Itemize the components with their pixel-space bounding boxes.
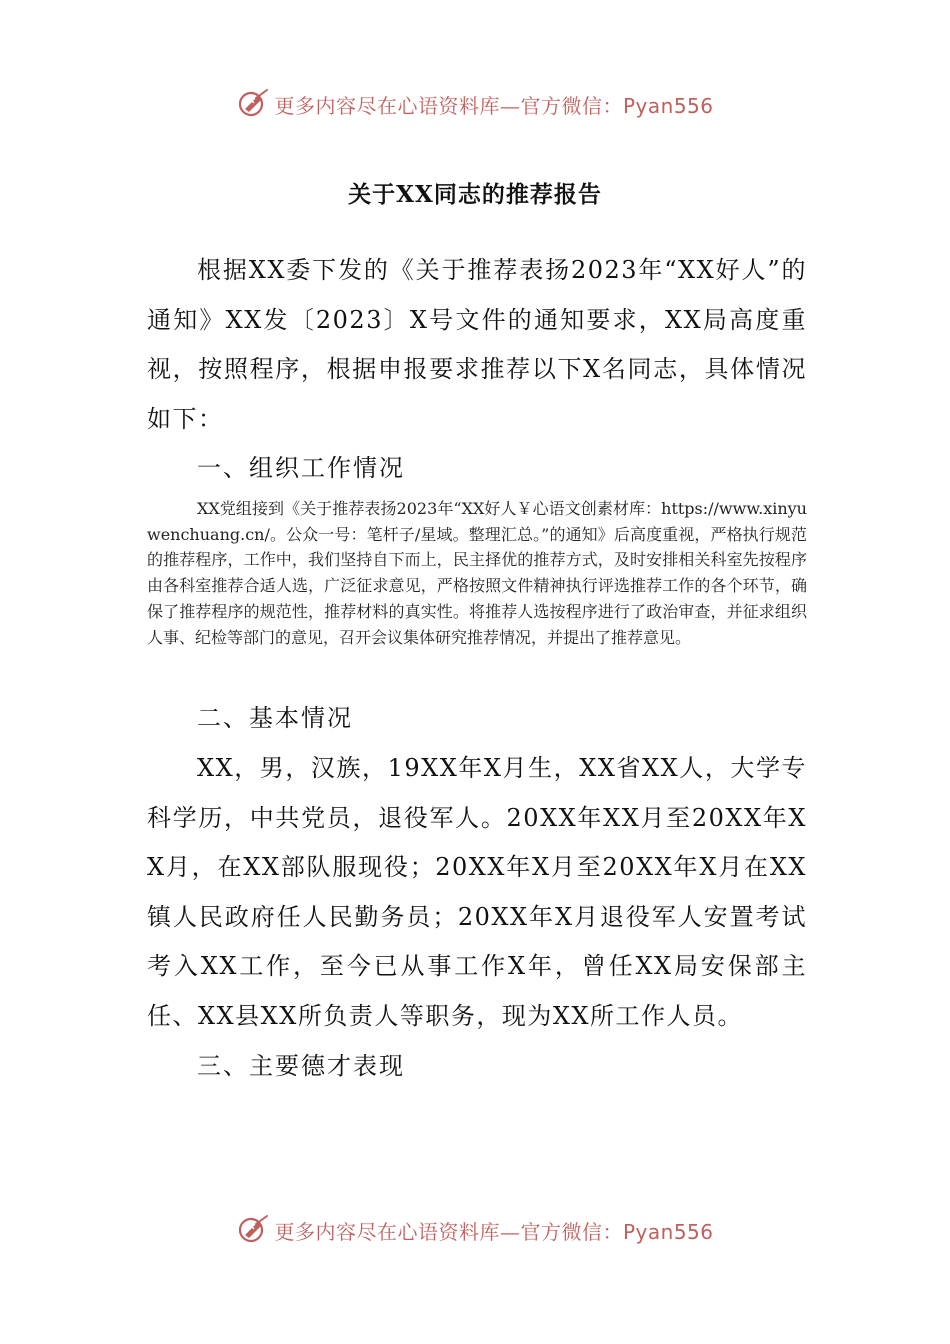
section-1 [147,444,807,493]
section-3 [147,1042,807,1091]
pen-seal-logo-icon [236,87,270,121]
section-1-heading: 一、组织工作情况 [197,454,405,482]
section-2-heading: 二、基本情况 [197,704,353,732]
section-2-body-block [147,744,807,1042]
intro-paragraph: 根据XX委下发的《关于推荐表扬2023年“XX好人”的通知》XX发〔2023〕X号文件的通知要求，XX局高度重视，按照程序，根据申报要求推荐以下X名同志，具体情况如下： [147,256,807,433]
wechat-id: Pyan556 [622,1219,714,1244]
pen-seal-logo-icon [236,1213,270,1247]
section-1-paragraph: XX党组接到《关于推荐表扬2023年“XX好人￥心语文创素材库：https://www.xinyuwenchuang.cn/。公众一号：笔杆子/星域。整理汇总。”的通知》后高度重视，严格执行规范的推荐程序，工作中，我们坚持自下而上，民主择优的推荐方式，及时安排相关科室先按程序由各科室推荐合适人选，广泛征求意见，严格按照文件精神执行评选推荐工作的各个环节，确保了推荐程序的规范性，推荐材料的真实性。将推荐人选按程序进行了政治审查，并征求组织人事、纪检等部门的意见，召开会议集体研究推荐情况，并提出了推荐意见。 [147,499,807,647]
footer-banner [0,1210,950,1250]
banner-text: 更多内容尽在心语资料库—官方微信：Pyan556 [274,93,714,118]
section-2 [147,694,807,743]
banner-text: 更多内容尽在心语资料库—官方微信：Pyan556 [274,1219,714,1244]
wechat-id: Pyan556 [622,93,714,118]
section-3-heading: 三、主要德才表现 [197,1052,405,1080]
document-title: 关于XX同志的推荐报告 [348,181,602,208]
header-banner [0,84,950,124]
section-2-paragraph: XX，男，汉族，19XX年X月生，XX省XX人，大学专科学历，中共党员，退役军人。20XX年XX月至20XX年XX月，在XX部队服现役；20XX年X月至20XX年X月在XX镇人民政府任人民勤务员；20XX年X月退役军人安置考试考入XX工作，至今已从事工作X年，曾任XX局安保部主任、XX县XX所负责人等职务，现为XX所工作人员。 [147,754,807,1030]
intro-block [147,246,807,444]
section-1-body-block [147,496,807,650]
